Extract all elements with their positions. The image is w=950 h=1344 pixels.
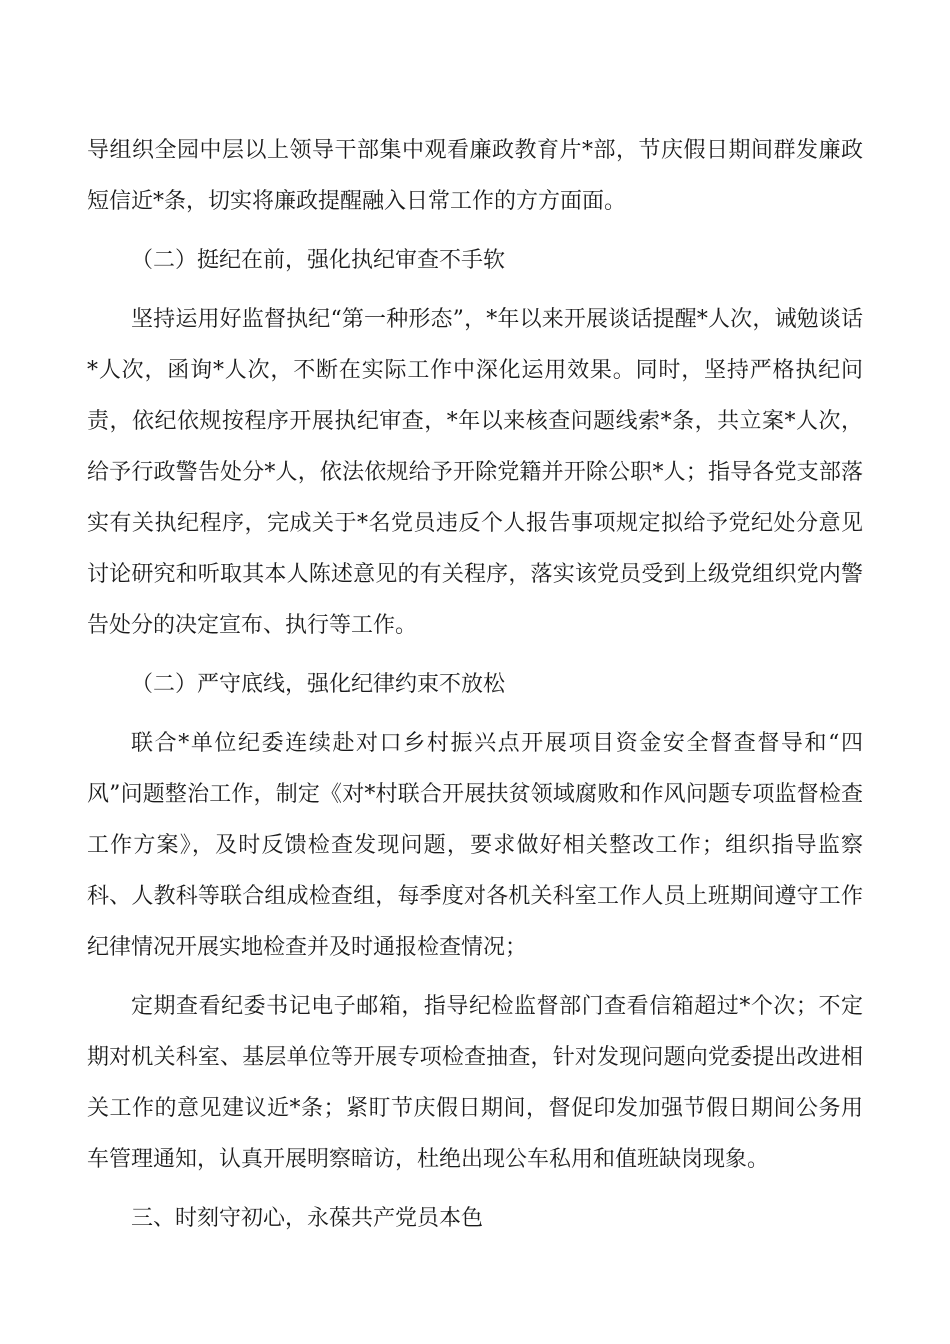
paragraph-gap [87, 710, 863, 718]
paragraph-gap [87, 227, 863, 235]
paragraph-gap [87, 286, 863, 294]
paragraph-gap [87, 651, 863, 659]
paragraph-gap [87, 973, 863, 981]
paragraph-joint-inspection: 联合*单位纪委连续赴对口乡村振兴点开展项目资金安全督查督导和“四风”问题整治工作，制定《对*村联合开展扶贫领域腐败和作风问题专项监督检查工作方案》，及时反馈检查发现问题，要求做好相关整改工作；组织指导监察科、人教科等联合组成检查组，每季度对各机关科室工作人员上班期间遵守工作纪律情况开展实地检查并及时通报检查情况； [87, 731, 863, 960]
section-heading-bottom-line: （二）严守底线，强化纪律约束不放松 [131, 672, 506, 697]
section-heading-original-aspiration: 三、时刻守初心，永葆共产党员本色 [131, 1206, 484, 1231]
paragraph-discipline-review: 坚持运用好监督执纪“第一种形态”，*年以来开展谈话提醒*人次，诫勉谈话*人次，函询*人次，不断在实际工作中深化运用效果。同时，坚持严格执纪问责，依纪依规按程序开展执纪审查，*年以来核查问题线索*条，共立案*人次，给予行政警告处分*人，依法依规给予开除党籍并开除公职*人；指导各党支部落实有关执纪程序，完成关于*名党员违反个人报告事项规定拟给予党纪处分意见讨论研究和听取其本人陈述意见的有关程序，落实该党员受到上级党组织党内警告处分的决定宣布、执行等工作。 [87, 307, 863, 638]
paragraph-intro-continuation: 导组织全园中层以上领导干部集中观看廉政教育片*部，节庆假日期间群发廉政短信近*条，切实将廉政提醒融入日常工作的方方面面。 [87, 138, 863, 214]
paragraph-gap [87, 1185, 863, 1193]
section-heading-discipline-review: （二）挺纪在前，强化执纪审查不手软 [131, 248, 506, 273]
paragraph-mailbox-check: 定期查看纪委书记电子邮箱，指导纪检监督部门查看信箱超过*个次；不定期对机关科室、基层单位等开展专项检查抽查，针对发现问题向党委提出改进相关工作的意见建议近*条；紧盯节庆假日期间，督促印发加强节假日期间公务用车管理通知，认真开展明察暗访，杜绝出现公车私用和值班缺岗现象。 [87, 994, 863, 1172]
document-body [87, 125, 863, 1244]
